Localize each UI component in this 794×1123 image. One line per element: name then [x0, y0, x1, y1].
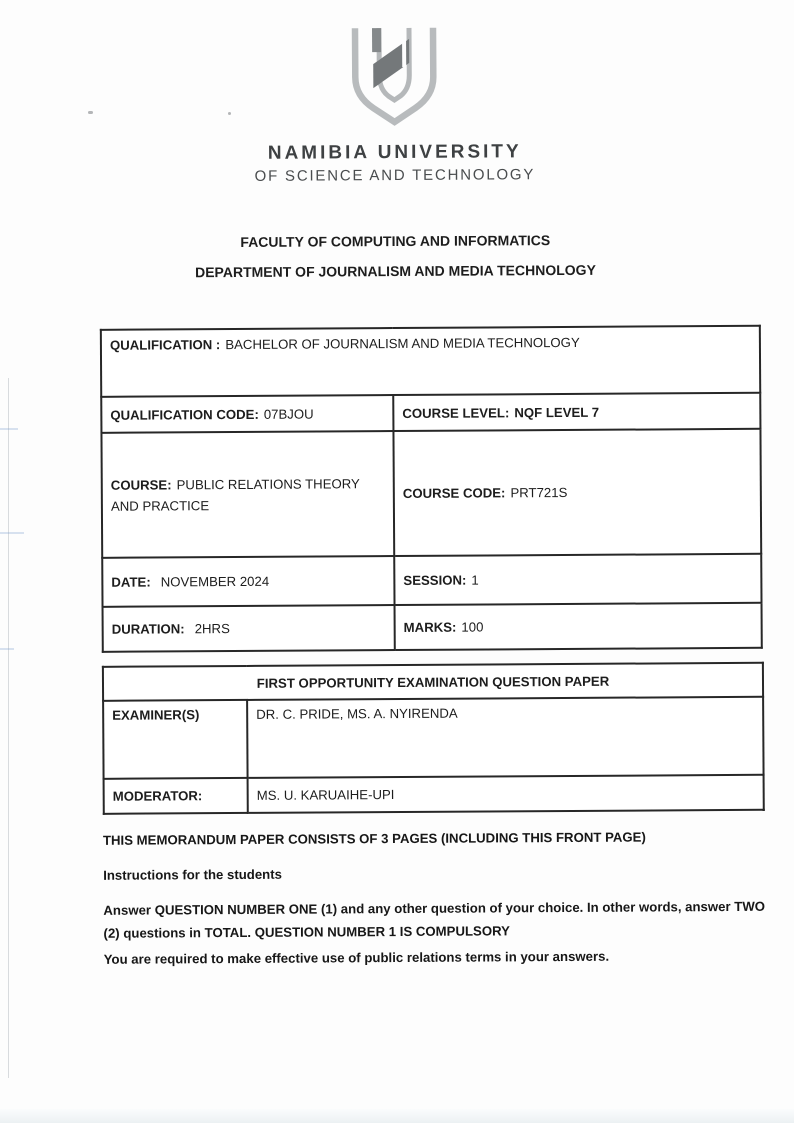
course-info-table	[100, 325, 763, 653]
date-label: DATE:	[111, 574, 151, 590]
table-row-paper-title	[103, 663, 763, 701]
course-level-label: COURSE LEVEL:	[402, 404, 510, 421]
session-cell	[394, 554, 761, 605]
course-label: COURSE:	[110, 476, 172, 493]
terms-usage-note: You are required to make effective use of public relations terms in your answers.	[103, 948, 610, 967]
examiner-value: DR. C. PRIDE, MS. A. NYIRENDA	[247, 697, 763, 778]
scan-bottom-edge-strip	[0, 1109, 794, 1123]
scan-margin-tick	[0, 428, 18, 430]
university-name-subline: OF SCIENCE AND TECHNOLOGY	[254, 166, 536, 185]
scan-margin-tick	[0, 648, 14, 650]
table-row-codes	[101, 393, 760, 433]
department-heading: DEPARTMENT OF JOURNALISM AND MEDIA TECHNOLOGY	[195, 261, 596, 281]
faculty-heading: FACULTY OF COMPUTING AND INFORMATICS	[240, 232, 551, 250]
examiner-table	[102, 662, 765, 815]
course-code-value: PRT721S	[510, 484, 568, 501]
qualification-cell	[101, 326, 760, 397]
course-cell	[101, 431, 394, 558]
nust-shield-emblem-icon	[348, 22, 441, 133]
table-row-date-session	[102, 554, 761, 607]
duration-label: DURATION:	[111, 621, 185, 637]
course-code-cell	[393, 429, 761, 556]
marks-value: 100	[461, 619, 484, 635]
marks-cell	[395, 603, 762, 650]
table-row-course	[101, 429, 761, 558]
marks-label: MARKS:	[403, 619, 457, 635]
answer-instruction-line-2: (2) questions in TOTAL. QUESTION NUMBER 1 IS COMPULSORY	[103, 923, 510, 941]
table-row-examiner	[103, 697, 763, 779]
scan-left-edge-artifact	[8, 378, 9, 1078]
scan-margin-tick	[0, 532, 24, 534]
table-row-qualification	[101, 326, 760, 397]
session-value: 1	[471, 572, 479, 588]
instructions-heading: Instructions for the students	[103, 866, 282, 883]
moderator-label: MODERATOR:	[104, 778, 248, 814]
qualification-code-value: 07BJOU	[263, 406, 314, 422]
duration-cell	[103, 605, 395, 652]
table-row-duration-marks	[103, 603, 762, 652]
date-value: NOVEMBER 2024	[160, 573, 270, 590]
university-name: NAMIBIA UNIVERSITY	[267, 141, 522, 164]
session-label: SESSION:	[403, 572, 467, 588]
moderator-value: MS. U. KARUAIHE-UPI	[248, 775, 764, 813]
course-level-value: NQF LEVEL 7	[514, 404, 600, 420]
examiner-label: EXAMINER(S)	[103, 700, 247, 779]
university-logo	[0, 20, 792, 187]
course-value: PUBLIC RELATIONS THEORY AND PRACTICE	[110, 475, 360, 514]
course-code-label: COURSE CODE:	[402, 485, 506, 501]
qualification-code-cell	[101, 395, 393, 433]
qualification-value: BACHELOR OF JOURNALISM AND MEDIA TECHNOLOGY	[225, 334, 580, 353]
duration-value: 2HRS	[194, 621, 230, 637]
answer-instruction-line-1: Answer QUESTION NUMBER ONE (1) and any other question of your choice. In other words, answer TWO	[103, 898, 766, 918]
qualification-label: QUALIFICATION :	[109, 337, 221, 353]
answer-instruction-paragraph	[103, 895, 775, 945]
paper-title-cell: FIRST OPPORTUNITY EXAMINATION QUESTION PAPER	[103, 663, 763, 701]
qualification-code-label: QUALIFICATION CODE:	[110, 406, 259, 423]
table-row-moderator	[104, 775, 764, 814]
course-level-cell	[393, 393, 760, 431]
scan-speck	[88, 111, 93, 114]
scan-speck	[228, 112, 231, 115]
pages-count-note: THIS MEMORANDUM PAPER CONSISTS OF 3 PAGES (INCLUDING THIS FRONT PAGE)	[102, 829, 646, 848]
date-cell	[102, 556, 394, 607]
